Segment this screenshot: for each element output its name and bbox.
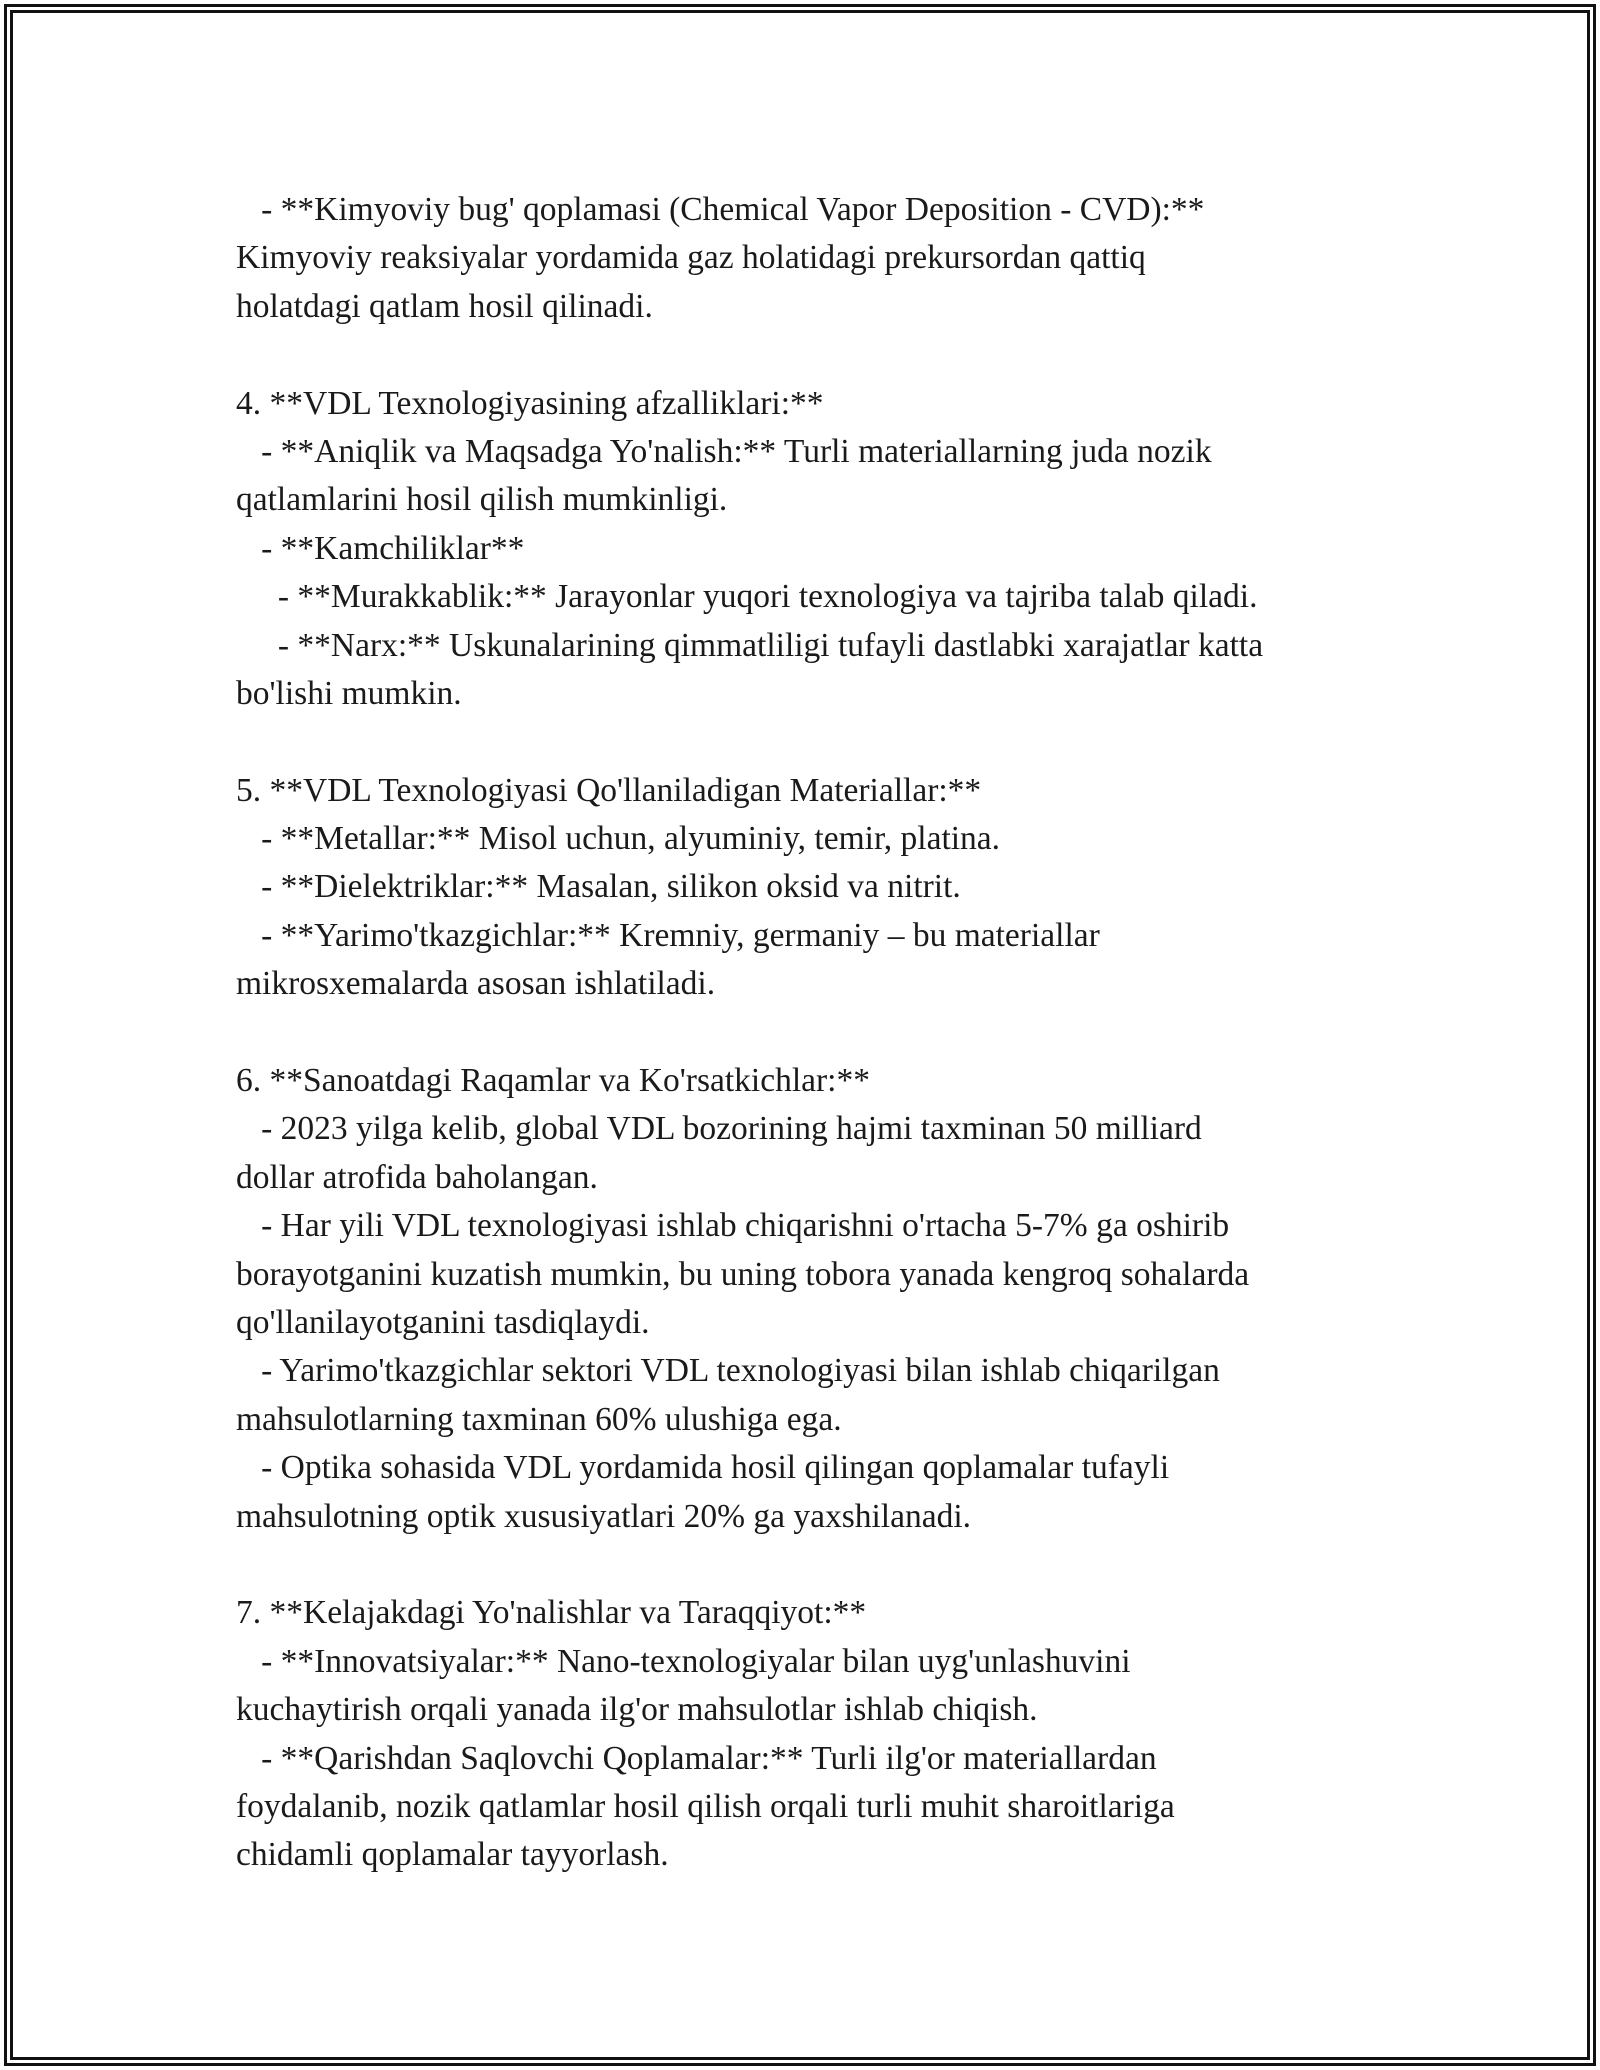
text-line: bo'lishi mumkin.: [236, 674, 462, 712]
text-line: - Yarimo'tkazgichlar sektori VDL texnologiyasi bilan ishlab chiqarilgan: [236, 1352, 1220, 1390]
text-line: dollar atrofida baholangan.: [236, 1158, 598, 1196]
text-line: - **Kamchiliklar**: [236, 529, 525, 567]
section-heading-4: 4. **VDL Texnologiyasining afzalliklari:**: [236, 384, 824, 422]
text-line: qo'llanilayotganini tasdiqlaydi.: [236, 1303, 650, 1341]
text-line: - Har yili VDL texnologiyasi ishlab chiqarishni o'rtacha 5-7% ga oshirib: [236, 1207, 1230, 1245]
text-line: chidamli qoplamalar tayyorlash.: [236, 1836, 669, 1874]
text-line: - **Metallar:** Misol uchun, alyuminiy, temir, platina.: [236, 820, 1001, 858]
text-line: mahsulotning optik xususiyatlari 20% ga yaxshilanadi.: [236, 1497, 972, 1535]
text-line: borayotganini kuzatish mumkin, bu uning tobora yanada kengroq sohalarda: [236, 1255, 1250, 1293]
document-body: [236, 186, 1396, 1880]
text-line: - **Dielektriklar:** Masalan, silikon oksid va nitrit.: [236, 868, 961, 906]
text-line: - Optika sohasida VDL yordamida hosil qilingan qoplamalar tufayli: [236, 1449, 1170, 1487]
text-line: - **Kimyoviy bug' qoplamasi (Chemical Vapor Deposition - CVD):**: [236, 191, 1205, 228]
text-line: mikrosxemalarda asosan ishlatiladi.: [236, 965, 716, 1003]
blank-line: [236, 331, 1396, 379]
text-line: - **Innovatsiyalar:** Nano-texnologiyalar bilan uyg'unlashuvini: [236, 1642, 1131, 1680]
section-heading-6: 6. **Sanoatdagi Raqamlar va Ko'rsatkichlar:**: [236, 1062, 870, 1100]
text-line: - **Murakkablik:** Jarayonlar yuqori texnologiya va tajriba talab qiladi.: [236, 578, 1258, 616]
text-line: kuchaytirish orqali yanada ilg'or mahsulotlar ishlab chiqish.: [236, 1691, 1038, 1729]
section-heading-5: 5. **VDL Texnologiyasi Qo'llaniladigan Materiallar:**: [236, 771, 982, 809]
blank-line: [236, 1009, 1396, 1057]
blank-line: [236, 718, 1396, 766]
text-line: holatdagi qatlam hosil qilinadi.: [236, 287, 653, 325]
text-line: Kimyoviy reaksiyalar yordamida gaz holatidagi prekursordan qattiq: [236, 239, 1146, 277]
blank-line: [236, 1541, 1396, 1589]
text-line: - **Qarishdan Saqlovchi Qoplamalar:** Turli ilg'or materiallardan: [236, 1739, 1157, 1777]
text-line: - **Aniqlik va Maqsadga Yo'nalish:** Turli materiallarning juda nozik: [236, 432, 1212, 470]
text-line: qatlamlarini hosil qilish mumkinligi.: [236, 481, 728, 519]
text-line: - 2023 yilga kelib, global VDL bozorining hajmi taxminan 50 milliard: [236, 1110, 1202, 1148]
section-heading-7: 7. **Kelajakdagi Yo'nalishlar va Taraqqiyot:**: [236, 1594, 867, 1632]
text-line: - **Narx:** Uskunalarining qimmatliligi tufayli dastlabki xarajatlar katta: [236, 626, 1264, 664]
text-line: - **Yarimo'tkazgichlar:** Kremniy, germaniy – bu materiallar: [236, 916, 1100, 954]
text-line: foydalanib, nozik qatlamlar hosil qilish orqali turli muhit sharoitlariga: [236, 1787, 1175, 1825]
text-line: mahsulotlarning taxminan 60% ulushiga ega.: [236, 1400, 842, 1438]
